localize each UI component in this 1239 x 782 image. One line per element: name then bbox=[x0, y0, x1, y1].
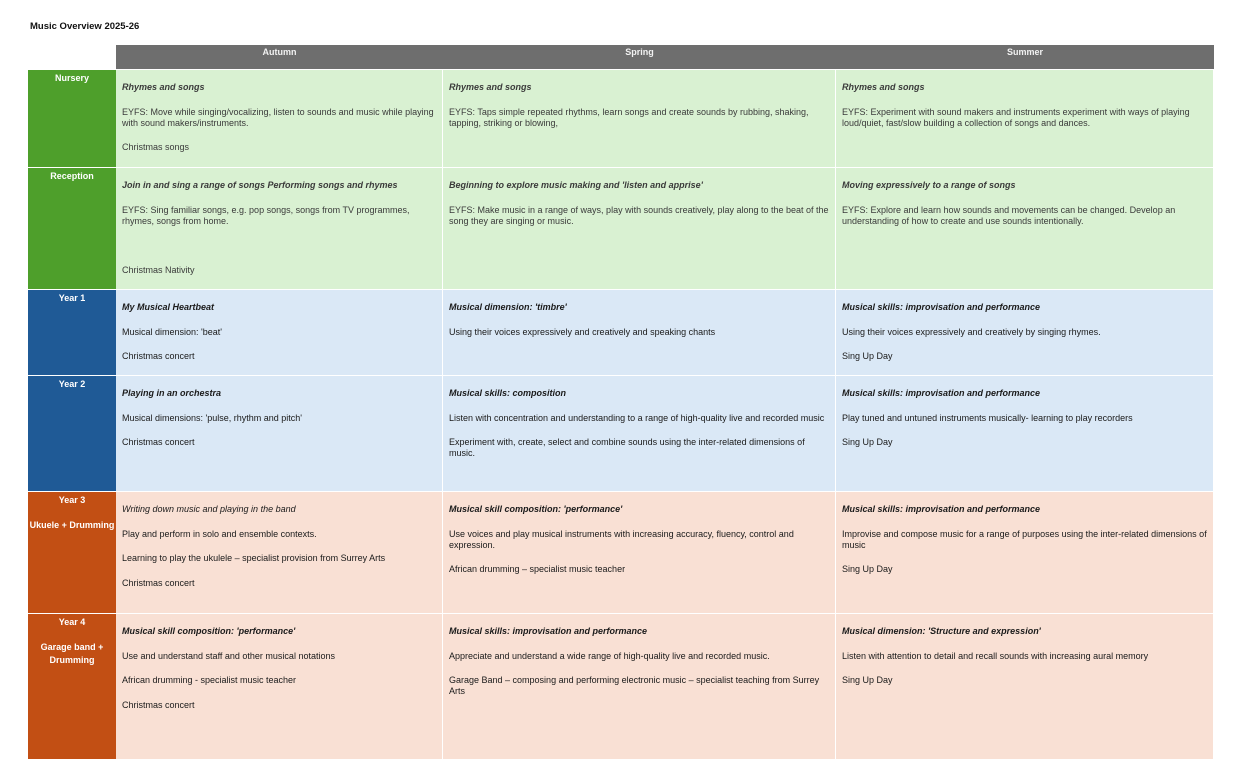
table-cell: Musical skills: improvisation and performance Appreciate and understand a wide range of high-quality live and recorded music. Garage Band – composing and performing electronic music – specialist teaching from Surrey Arts bbox=[443, 614, 836, 759]
row-label: Year 1 bbox=[28, 290, 116, 375]
table-cell: Musical skills: improvisation and performance Improvise and compose music for a range of purposes using the inter-related dimensions of music Sing Up Day bbox=[836, 492, 1214, 613]
table-cell: Musical dimension: 'Structure and expression' Listen with attention to detail and recall sounds with increasing aural memory Sing Up Day bbox=[836, 614, 1214, 759]
table-cell: Musical skills: composition Listen with concentration and understanding to a range of high-quality live and recorded music Experiment with, create, select and combine sounds using the inter-related dimensions of music. bbox=[443, 376, 836, 491]
table-cell: Rhymes and songs EYFS: Taps simple repeated rhythms, learn songs and create sounds by rubbing, shaking, tapping, striking or blowing, bbox=[443, 70, 836, 167]
row-label: Reception bbox=[28, 168, 116, 289]
table-row bbox=[28, 613, 1214, 759]
row-label: Year 3 Ukuele + Drumming bbox=[28, 492, 116, 613]
row-label: Year 4 Garage band + Drumming bbox=[28, 614, 116, 759]
column-header-summer: Summer bbox=[836, 45, 1214, 69]
document-title: Music Overview 2025-26 bbox=[30, 21, 140, 32]
column-header-autumn: Autumn bbox=[116, 45, 443, 69]
table-cell: Playing in an orchestra Musical dimensions: 'pulse, rhythm and pitch' Christmas concert bbox=[116, 376, 443, 491]
table-row bbox=[28, 491, 1214, 613]
table-row bbox=[28, 375, 1214, 491]
table-cell: Beginning to explore music making and 'listen and apprise' EYFS: Make music in a range of ways, play with sounds creatively, play along to the beat of the song they are singing or music. bbox=[443, 168, 836, 289]
table-row bbox=[28, 69, 1214, 167]
table-cell: Rhymes and songs EYFS: Move while singing/vocalizing, listen to sounds and music while playing with sound makers/instruments. Christmas songs bbox=[116, 70, 443, 167]
table-cell: Musical skills: improvisation and performance Using their voices expressively and creatively by singing rhymes. Sing Up Day bbox=[836, 290, 1214, 375]
table-cell: Rhymes and songs EYFS: Experiment with sound makers and instruments experiment with ways of playing loud/quiet, fast/slow building a collection of songs and dances. bbox=[836, 70, 1214, 167]
table-cell: My Musical Heartbeat Musical dimension: 'beat' Christmas concert bbox=[116, 290, 443, 375]
table-cell: Musical skill composition: 'performance' Use voices and play musical instruments with increasing accuracy, fluency, control and expression. African drumming – specialist music teacher bbox=[443, 492, 836, 613]
table-row bbox=[28, 289, 1214, 375]
table-header-row bbox=[28, 45, 1214, 69]
column-header-spring: Spring bbox=[443, 45, 836, 69]
table-row bbox=[28, 167, 1214, 289]
table-cell: Moving expressively to a range of songs EYFS: Explore and learn how sounds and movements can be changed. Develop an understanding of how to create and use sounds intentionally. bbox=[836, 168, 1214, 289]
row-label: Year 2 bbox=[28, 376, 116, 491]
table-cell: Musical skill composition: 'performance' Use and understand staff and other musical notations African drumming - specialist music teacher Christmas concert bbox=[116, 614, 443, 759]
header-corner bbox=[28, 45, 116, 69]
row-label: Nursery bbox=[28, 70, 116, 167]
table-cell: Writing down music and playing in the band Play and perform in solo and ensemble contexts. Learning to play the ukulele – specialist provision from Surrey Arts Christmas concert bbox=[116, 492, 443, 613]
row-sublabel: Garage band + Drumming bbox=[40, 642, 104, 665]
table-cell: Join in and sing a range of songs Performing songs and rhymes EYFS: Sing familiar songs, e.g. pop songs, songs from TV programmes, rhymes, songs from home. Christmas Nativity bbox=[116, 168, 443, 289]
table-cell: Musical dimension: 'timbre' Using their voices expressively and creatively and speaking chants bbox=[443, 290, 836, 375]
music-overview-table bbox=[28, 45, 1214, 759]
table-cell: Musical skills: improvisation and performance Play tuned and untuned instruments musically- learning to play recorders Sing Up Day bbox=[836, 376, 1214, 491]
row-sublabel: Ukuele + Drumming bbox=[29, 520, 115, 530]
